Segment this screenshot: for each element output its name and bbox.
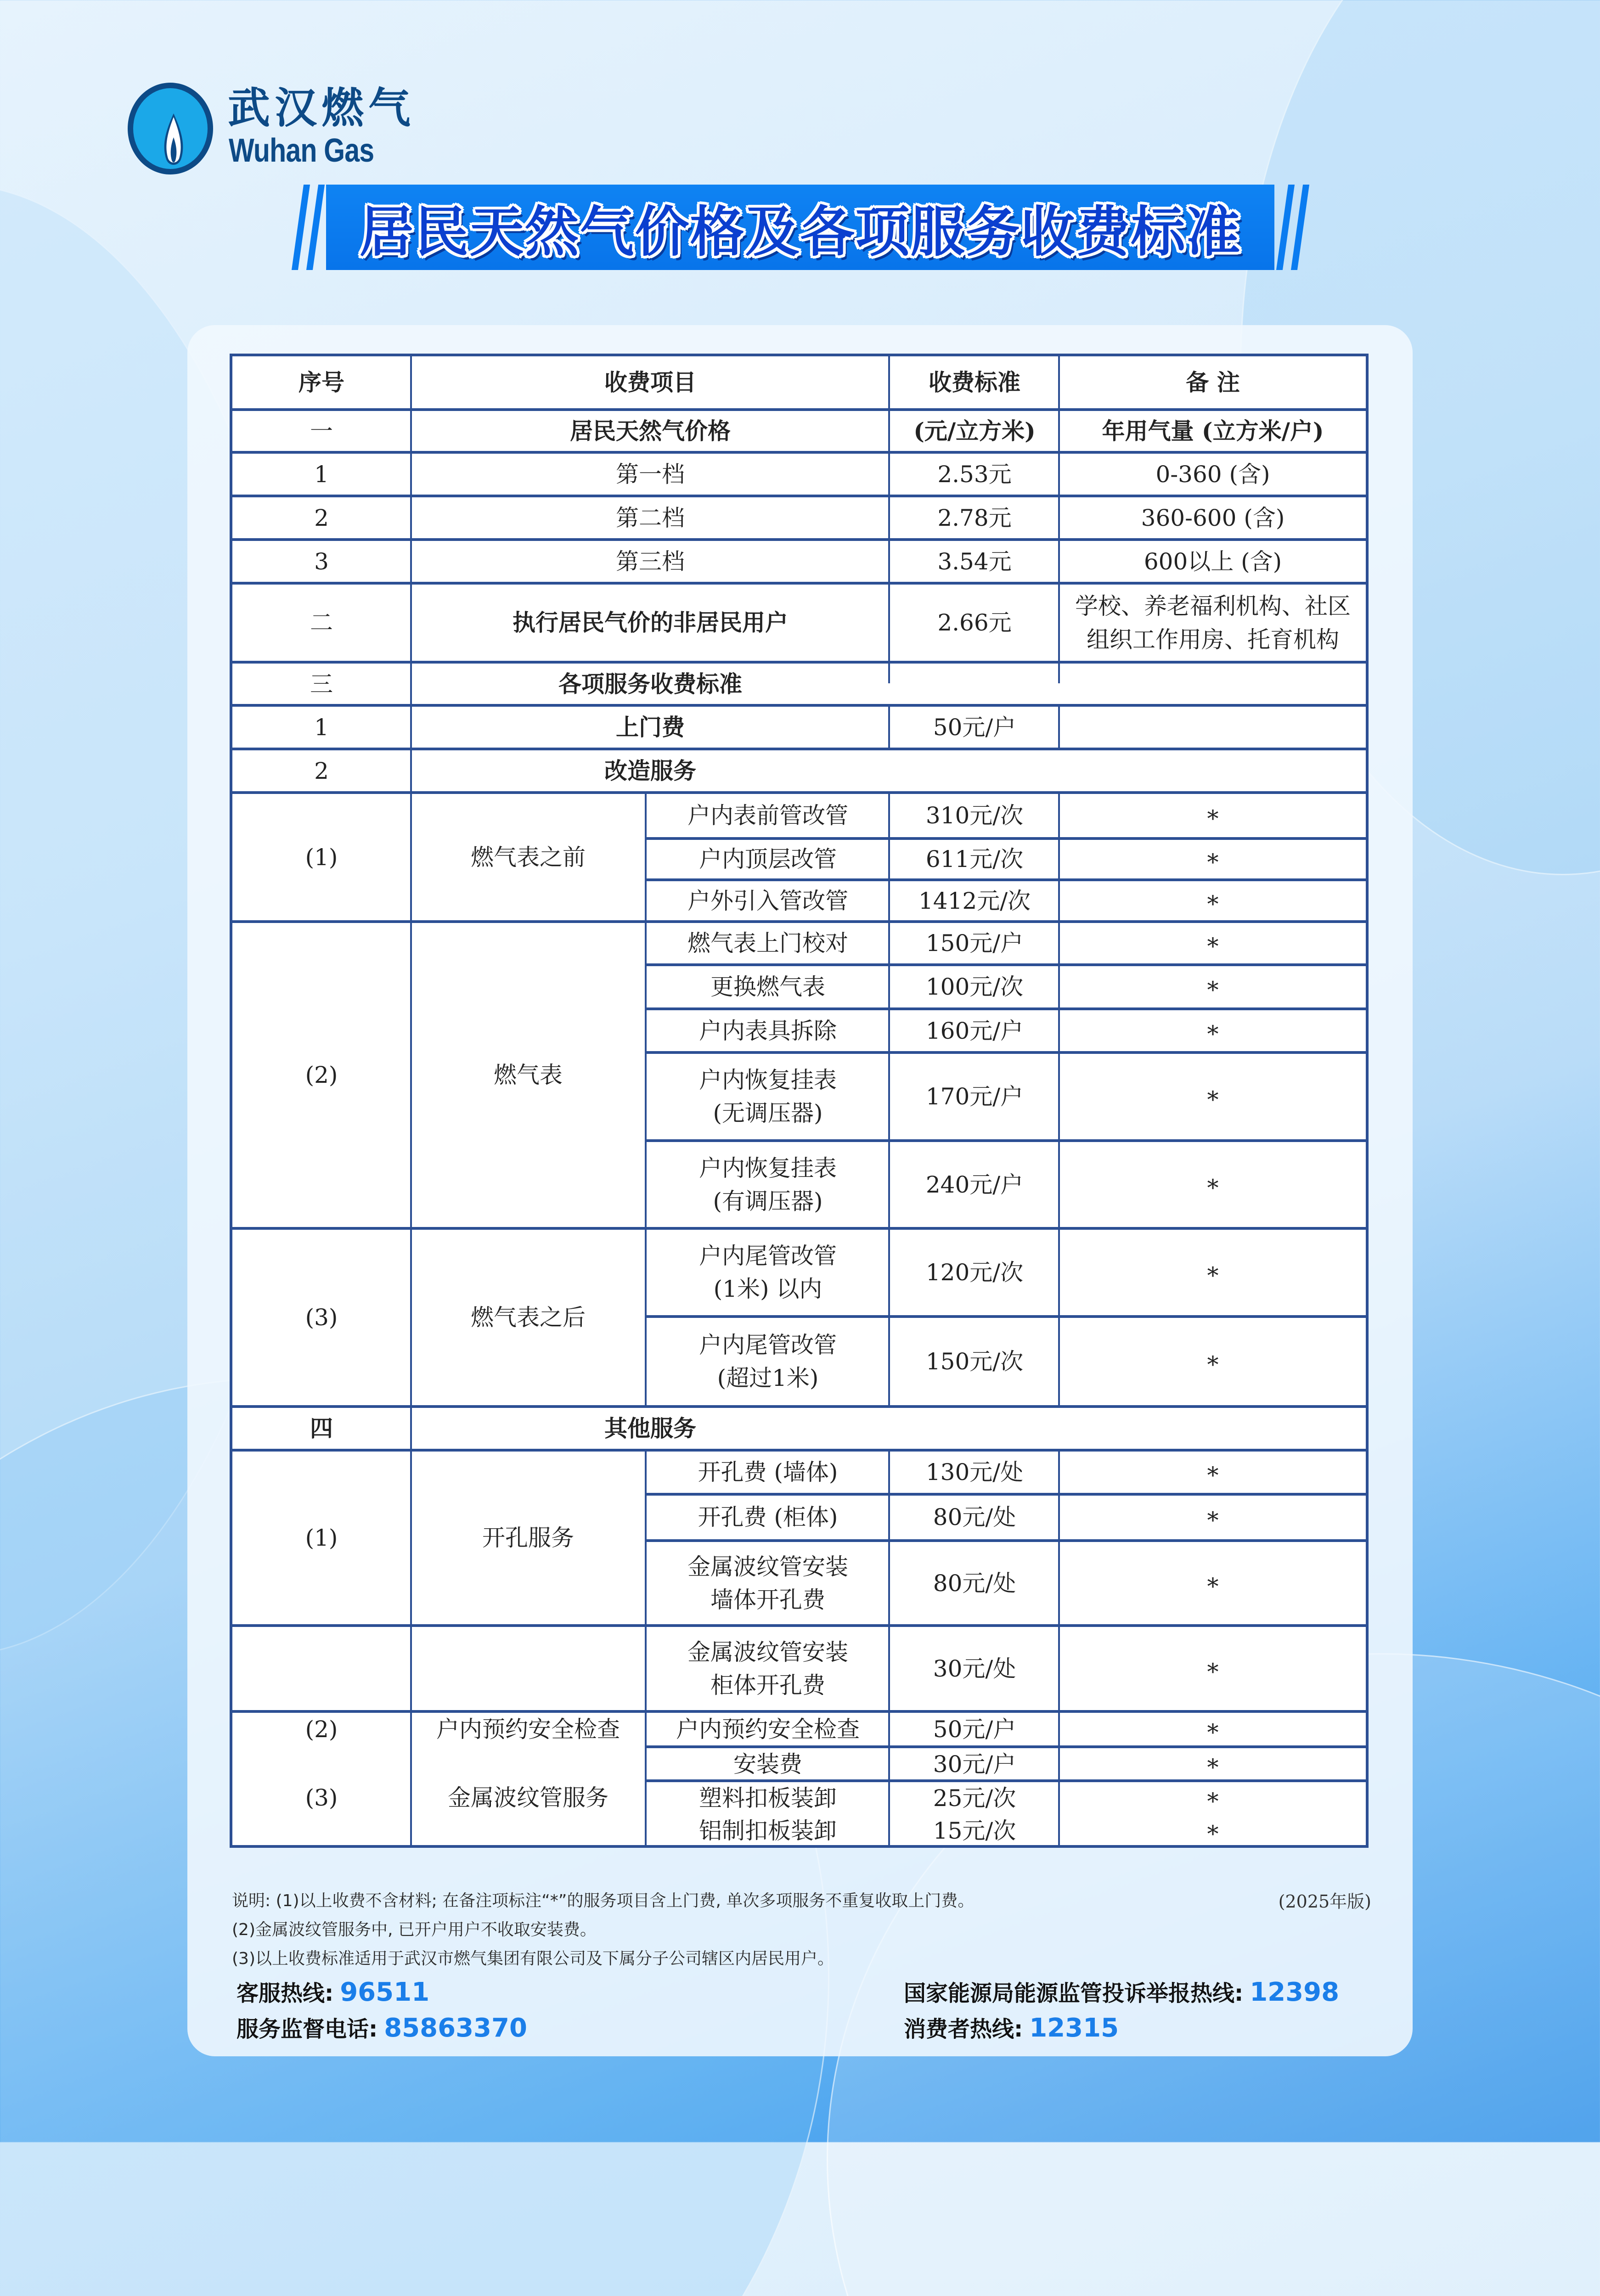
header-standard: 收费标准: [929, 368, 1020, 396]
service-name: [647, 1542, 889, 1625]
note-line: 说明: (1)以上收费不含材料; 在备注项标注“*”的服务项目含上门费, 单次多项服务不重复收取上门费。: [232, 1891, 975, 1910]
price: 240元/户: [925, 1171, 1024, 1198]
includes-visit-mark: *: [1207, 933, 1219, 960]
section-title: 执行居民气价的非居民用户: [513, 609, 788, 636]
hotline-customer-service: [237, 1975, 429, 2007]
tier-name: 第二档: [616, 504, 685, 531]
price: 50元/户: [933, 1716, 1016, 1743]
section-no: 四: [310, 1414, 333, 1442]
service-name-line: 墙体开孔费: [710, 1587, 825, 1613]
hotline-label: 服务监督电话:: [237, 2016, 378, 2042]
tier-no: 3: [314, 548, 329, 575]
price: 80元/处: [933, 1504, 1016, 1531]
price: 50元/户: [933, 714, 1016, 741]
item-no: 2: [314, 757, 329, 784]
price: 100元/次: [925, 973, 1024, 1000]
service-name: 开孔费 (柜体): [698, 1504, 838, 1531]
section-no: 一: [310, 417, 333, 445]
service-name: 安装费: [733, 1750, 802, 1778]
hotline-service-supervision: [237, 2011, 527, 2043]
service-name: 更换燃气表: [710, 973, 825, 1000]
banner-stripe: [1276, 185, 1295, 270]
service-name: [647, 1318, 889, 1405]
includes-visit-mark: *: [1207, 1507, 1219, 1534]
group-category: 燃气表之前: [471, 844, 586, 871]
includes-visit-mark: *: [1207, 805, 1219, 832]
note-line: 学校、养老福利机构、社区: [1075, 593, 1351, 619]
service-name-line: 户内恢复挂表: [699, 1066, 837, 1093]
banner-stripe: [1291, 185, 1309, 270]
service-name-line: 金属波纹管安装: [687, 1638, 848, 1666]
group-no: (2): [305, 1716, 338, 1743]
flame-icon: [162, 113, 186, 169]
price: 130元/处: [925, 1458, 1024, 1486]
tier-price: 3.54元: [937, 548, 1012, 575]
service-name: 燃气表上门校对: [687, 929, 848, 957]
includes-visit-mark: *: [1207, 1573, 1219, 1600]
includes-visit-mark: *: [1207, 1351, 1219, 1378]
service-name: 户内预约安全检查: [676, 1716, 860, 1743]
edition-label: (2025年版): [1278, 1891, 1371, 1912]
page-title: 居民天然气价格及各项服务收费标准: [359, 200, 1241, 264]
group-category: 金属波纹管服务: [448, 1784, 608, 1812]
fee-table: [230, 354, 1369, 1848]
group-category: 燃气表之后: [471, 1304, 586, 1331]
includes-visit-mark: *: [1207, 1788, 1219, 1815]
group-category: 燃气表: [494, 1061, 563, 1088]
includes-visit-mark: *: [1207, 1174, 1219, 1201]
group-category: 开孔服务: [482, 1525, 574, 1552]
group-no: (3): [305, 1304, 338, 1331]
section-title: 居民天然气价格: [570, 417, 731, 445]
service-name: 户内顶层改管: [699, 845, 837, 872]
service-name: 户内表前管改管: [687, 802, 848, 829]
logo-english-name: Wuhan Gas: [229, 132, 374, 169]
price: 170元/户: [925, 1083, 1024, 1110]
service-name-line: 户内恢复挂表: [699, 1154, 837, 1182]
group-no: (2): [305, 1061, 338, 1088]
includes-visit-mark: *: [1207, 1462, 1219, 1489]
service-name-line: (无调压器): [713, 1100, 823, 1126]
price: 150元/次: [925, 1348, 1024, 1375]
includes-visit-mark: *: [1207, 976, 1219, 1003]
price: 30元/户: [933, 1750, 1016, 1778]
group-category: 户内预约安全检查: [436, 1716, 620, 1743]
includes-visit-mark: *: [1207, 1719, 1219, 1746]
price: 2.66元: [937, 609, 1012, 636]
hotline-number[interactable]: 96511: [340, 1977, 430, 2007]
tier-no: 1: [314, 461, 329, 488]
usage-label: 年用气量 (立方米/户): [1102, 417, 1324, 445]
price: 150元/户: [925, 929, 1024, 957]
title-banner: [294, 185, 1309, 270]
service-name: [647, 1627, 889, 1711]
tier-name: 第一档: [616, 461, 685, 488]
service-name-line: (超过1米): [717, 1365, 819, 1391]
note-line: (3)以上收费标准适用于武汉市燃气集团有限公司及下属分子公司辖区内居民用户。: [232, 1949, 834, 1968]
note-line: 组织工作用房、托育机构: [1087, 626, 1339, 653]
service-name: [647, 1142, 889, 1227]
header-no: 序号: [299, 368, 344, 396]
section-no: 二: [310, 609, 333, 636]
service-name: [647, 1230, 889, 1315]
price: 1412元/次: [918, 887, 1031, 914]
tier-name: 第三档: [616, 548, 685, 575]
hotline-label: 消费者热线:: [904, 2016, 1023, 2042]
service-name: 塑料扣板装卸: [699, 1784, 837, 1812]
header-note: 备 注: [1186, 368, 1240, 396]
price: 310元/次: [925, 802, 1024, 829]
price: 15元/次: [933, 1818, 1016, 1845]
service-name: 户内表具拆除: [699, 1017, 837, 1044]
price: 120元/次: [925, 1259, 1024, 1286]
header-item: 收费项目: [604, 368, 696, 396]
service-name: 开孔费 (墙体): [698, 1458, 838, 1486]
includes-visit-mark: *: [1207, 849, 1219, 876]
service-name-line: 户内尾管改管: [699, 1331, 837, 1358]
service-name-line: 柜体开孔费: [710, 1672, 825, 1699]
price: 30元/处: [933, 1655, 1016, 1682]
includes-visit-mark: *: [1207, 1821, 1219, 1848]
group-no: (1): [305, 1525, 338, 1552]
tier-range: 600以上 (含): [1144, 548, 1282, 575]
price: 611元/次: [925, 845, 1024, 872]
includes-visit-mark: *: [1207, 1754, 1219, 1781]
logo-emblem: [128, 83, 213, 174]
includes-visit-mark: *: [1207, 1086, 1219, 1113]
tier-range: 0-360 (含): [1155, 461, 1270, 488]
tier-no: 2: [314, 504, 329, 531]
eligible-users: [1060, 585, 1366, 661]
includes-visit-mark: *: [1207, 1262, 1219, 1289]
banner-stripe: [306, 185, 325, 270]
note-line: (2)金属波纹管服务中, 已开户用户不收取安装费。: [232, 1920, 597, 1939]
price: 25元/次: [933, 1784, 1016, 1812]
item-name: 改造服务: [604, 757, 696, 784]
section-title: 其他服务: [604, 1414, 696, 1442]
tier-price: 2.53元: [937, 461, 1012, 488]
hotline-consumer: [904, 2011, 1119, 2043]
service-name-line: 户内尾管改管: [699, 1242, 837, 1269]
price: 160元/户: [925, 1017, 1024, 1044]
tier-range: 360-600 (含): [1141, 504, 1285, 531]
unit-label: (元/立方米): [913, 417, 1036, 445]
service-name: [647, 1054, 889, 1139]
logo-chinese-name: 武汉燃气: [228, 84, 416, 133]
hotline-number[interactable]: 12315: [1029, 2013, 1119, 2043]
includes-visit-mark: *: [1207, 1658, 1219, 1685]
section-no: 三: [310, 670, 333, 698]
service-name: 铝制扣板装卸: [699, 1818, 837, 1845]
section-title: 各项服务收费标准: [558, 670, 742, 698]
notes-section: [232, 1886, 1371, 1973]
price: 80元/处: [933, 1570, 1016, 1597]
hotline-label: 国家能源局能源监管投诉举报热线:: [904, 1981, 1244, 2006]
includes-visit-mark: *: [1207, 1020, 1219, 1047]
service-name-line: (有调压器): [713, 1188, 823, 1215]
item-no: 1: [314, 714, 329, 741]
service-name: 户外引入管改管: [687, 887, 848, 914]
hotline-number[interactable]: 12398: [1250, 1977, 1340, 2007]
hotline-label: 客服热线:: [237, 1981, 334, 2006]
group-no: (1): [305, 844, 338, 871]
service-name-line: 金属波纹管安装: [687, 1553, 848, 1580]
item-name: 上门费: [616, 713, 685, 741]
company-logo: [128, 79, 449, 180]
tier-price: 2.78元: [937, 504, 1012, 531]
hotline-energy-regulation: [904, 1975, 1339, 2007]
hotline-number[interactable]: 85863370: [384, 2013, 527, 2043]
banner-stripe: [292, 185, 310, 270]
service-name-line: (1米) 以内: [713, 1276, 823, 1302]
group-no: (3): [305, 1784, 338, 1812]
includes-visit-mark: *: [1207, 890, 1219, 917]
